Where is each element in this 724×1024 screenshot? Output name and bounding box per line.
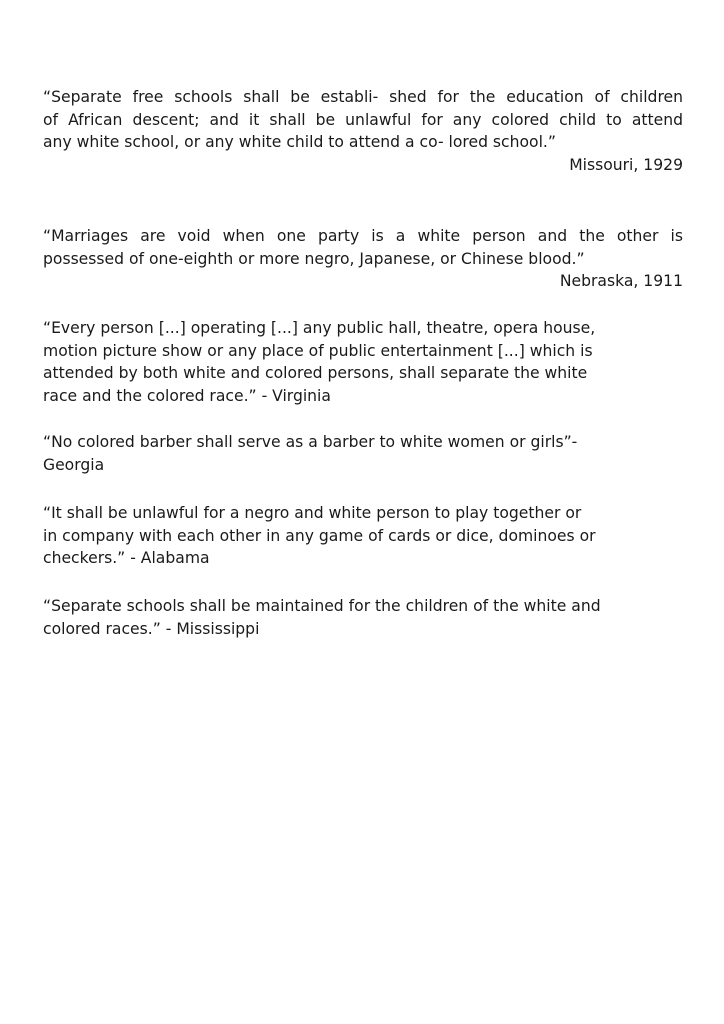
- quote-attribution: Nebraska, 1911: [559, 272, 683, 290]
- quote-line: checkers.” - Alabama: [43, 549, 210, 567]
- quote-line: colored races.” - Mississippi: [43, 619, 260, 638]
- quote-line: “Marriages are void when one party is a white person and the other is: [43, 227, 683, 245]
- quote-line: of African descent; and it shall be unlawful for any colored child to attend: [43, 110, 683, 129]
- quote-line: in company with each other in any game of cards or dice, dominoes or: [43, 526, 596, 545]
- quote-line: attended by both white and colored persons, shall separate the white: [43, 364, 588, 382]
- quote-virginia: [43, 317, 683, 407]
- quote-missouri: [43, 86, 683, 176]
- quote-line: possessed of one-eighth or more negro, Japanese, or Chinese blood.”: [43, 249, 585, 268]
- quote-line: motion picture show or any place of public entertainment [...] which is: [43, 341, 593, 360]
- quote-line: “Separate free schools shall be establi- shed for the education of children: [43, 88, 683, 106]
- quote-line: Georgia: [43, 455, 105, 474]
- quote-alabama: [43, 502, 683, 570]
- quote-attribution: Missouri, 1929: [569, 155, 683, 174]
- quote-line: “No colored barber shall serve as a barber to white women or girls”-: [43, 433, 578, 451]
- quote-nebraska: [43, 225, 683, 293]
- quote-mississippi: [43, 595, 683, 640]
- quote-line: race and the colored race.” - Virginia: [43, 386, 331, 405]
- quote-georgia: [43, 431, 683, 476]
- quote-line: “Separate schools shall be maintained for the children of the white and: [43, 597, 601, 615]
- quote-line: “It shall be unlawful for a negro and white person to play together or: [43, 504, 582, 522]
- quote-line: “Every person [...] operating [...] any public hall, theatre, opera house,: [43, 319, 596, 337]
- quote-line: any white school, or any white child to attend a co- lored school.”: [43, 133, 556, 151]
